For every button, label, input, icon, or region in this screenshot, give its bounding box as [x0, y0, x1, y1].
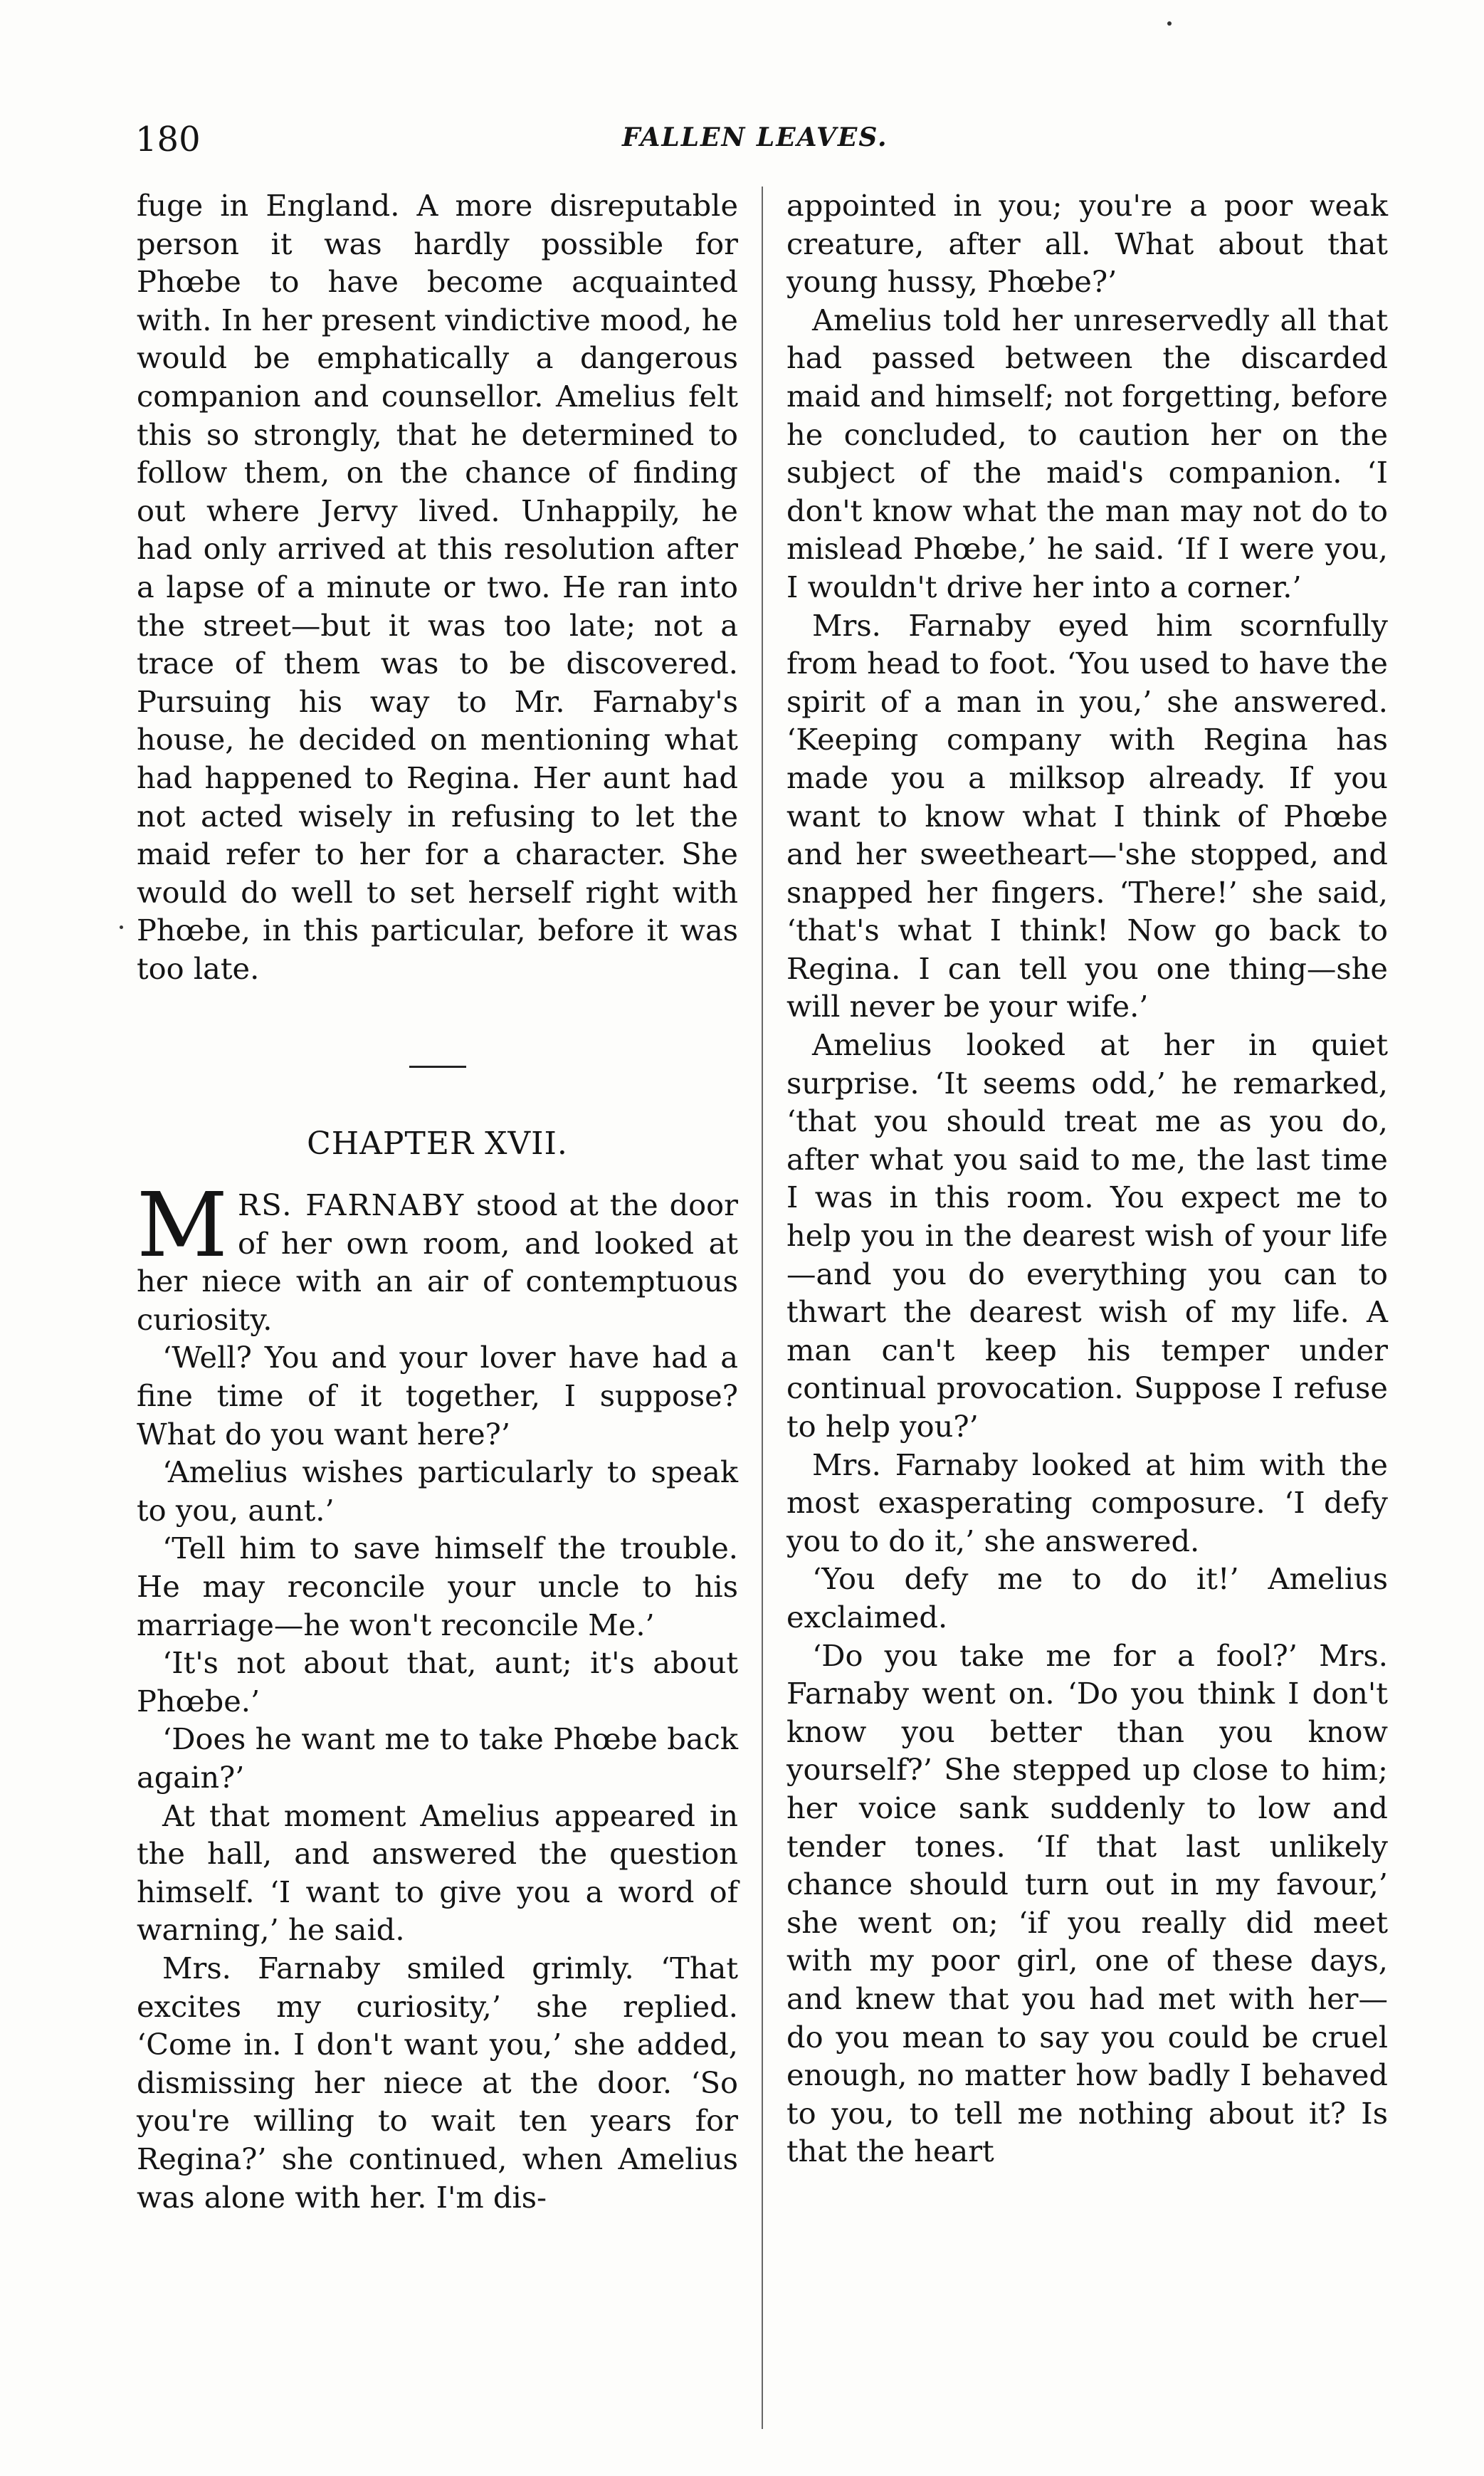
- stray-ink-mark: [120, 925, 123, 929]
- paragraph: Mrs. Farnaby looked at him with the most exasperating composure. ‘I defy you to do it,’ she answered.: [786, 1447, 1388, 1558]
- paragraph: appointed in you; you're a poor weak creature, after all. What about that young hussy, Phœbe?’: [786, 188, 1388, 300]
- right-column: [786, 187, 1388, 2171]
- paragraph: ‘Do you take me for a fool?’ Mrs. Farnaby went on. ‘Do you think I don't know you better than you know yourself?’ She stepped up close to him; her voice sank suddenly to low and tender tones. ‘If that last unlikely chance should turn out in my favour,’ she went on; ‘if you really did meet with my poor girl, one of these days, and knew that you had met with her—do you mean to say you could be cruel enough, no matter how badly I behaved to you, to tell me nothing about it? Is that the heart: [786, 1637, 1388, 2169]
- paragraph: Mrs. Farnaby smiled grimly. ‘That excites my curiosity,’ she replied. ‘Come in. I don't want you,’ she added, dismissing her niece at the door. ‘So you're willing to wait ten years for Regina?’ she continued, when Amelius was alone with her. I'm dis-: [137, 1950, 738, 2215]
- left-column: [137, 187, 738, 2216]
- paragraph: Mrs. Farnaby eyed him scornfully from head to foot. ‘You used to have the spirit of a man in you,’ she answered. ‘Keeping company with Regina has made you a milksop already. If you want to know what I think of Phœbe and her sweetheart—'she stopped, and snapped her fingers. ‘There!’ she said, ‘that's what I think! Now go back to Regina. I can tell you one thing—she will never be your wife.’: [786, 607, 1388, 1024]
- paragraph: ‘Well? You and your lover have had a fine time of it together, I suppose? What do you want here?’: [137, 1340, 738, 1452]
- paragraph: Amelius told her unreservedly all that had passed between the discarded maid and himself; not forgetting, before he concluded, to caution her on the subject of the maid's companion. ‘I don't know what the man may not do to mislead Phœbe,’ he said. ‘If I were you, I wouldn't drive her into a corner.’: [786, 302, 1388, 604]
- page-number: 180: [135, 120, 201, 159]
- chapter-heading: CHAPTER XVII.: [307, 1126, 568, 1163]
- paragraph: ‘Tell him to save himself the trouble. He may reconcile your uncle to his marriage—he won't reconcile Me.’: [137, 1531, 738, 1642]
- paragraph: fuge in England. A more disreputable person it was hardly possible for Phœbe to have become acquainted with. In her present vindictive mood, he would be emphatically a dangerous companion and counsellor. Amelius felt this so strongly, that he determined to follow them, on the chance of finding out where Jervy lived. Unhappily, he had only arrived at this resolution after a lapse of a minute or two. He ran into the street—but it was too late; not a trace of them was to be discovered. Pursuing his way to Mr. Farnaby's house, he decided on mentioning what had happened to Regina. Her aunt had not acted wisely in refusing to let the maid refer to her for a character. She would do well to set herself right with Phœbe, in this particular, before it was too late.: [137, 188, 738, 986]
- paragraph: Amelius looked at her in quiet surprise. ‘It seems odd,’ he remarked, ‘that you should treat me as you do, after what you said to me, the last time I was in this room. You expect me to help you in the dearest wish of your life—and you do everything you can to thwart the dearest wish of my life. A man can't keep his temper under continual provocation. Suppose I refuse to help you?’: [786, 1027, 1388, 1444]
- chapter-opening-text: stood at the door of her own room, and looked at her niece with an air of contemptuous curiosity.: [137, 1187, 738, 1337]
- paragraph: ‘Amelius wishes particularly to speak to you, aunt.’: [137, 1454, 738, 1528]
- paragraph: ‘Does he want me to take Phœbe back again?’: [137, 1721, 738, 1795]
- chapter-opening-paragraph: [137, 1174, 738, 1338]
- running-title: FALLEN LEAVES.: [622, 122, 888, 152]
- stray-ink-mark: [1167, 21, 1172, 26]
- section-rule: [409, 1066, 466, 1068]
- chapter-opening-words: RS. FARNABY: [238, 1187, 465, 1223]
- page-header: [135, 120, 1342, 169]
- paragraph: ‘It's not about that, aunt; it's about Phœbe.’: [137, 1645, 738, 1719]
- column-divider: [762, 187, 763, 2429]
- paragraph: ‘You defy me to do it!’ Amelius exclaimed.: [786, 1561, 1388, 1635]
- paragraph: At that moment Amelius appeared in the hall, and answered the question himself. ‘I want to give you a word of warning,’ he said.: [137, 1798, 738, 1948]
- drop-cap: M: [137, 1174, 228, 1278]
